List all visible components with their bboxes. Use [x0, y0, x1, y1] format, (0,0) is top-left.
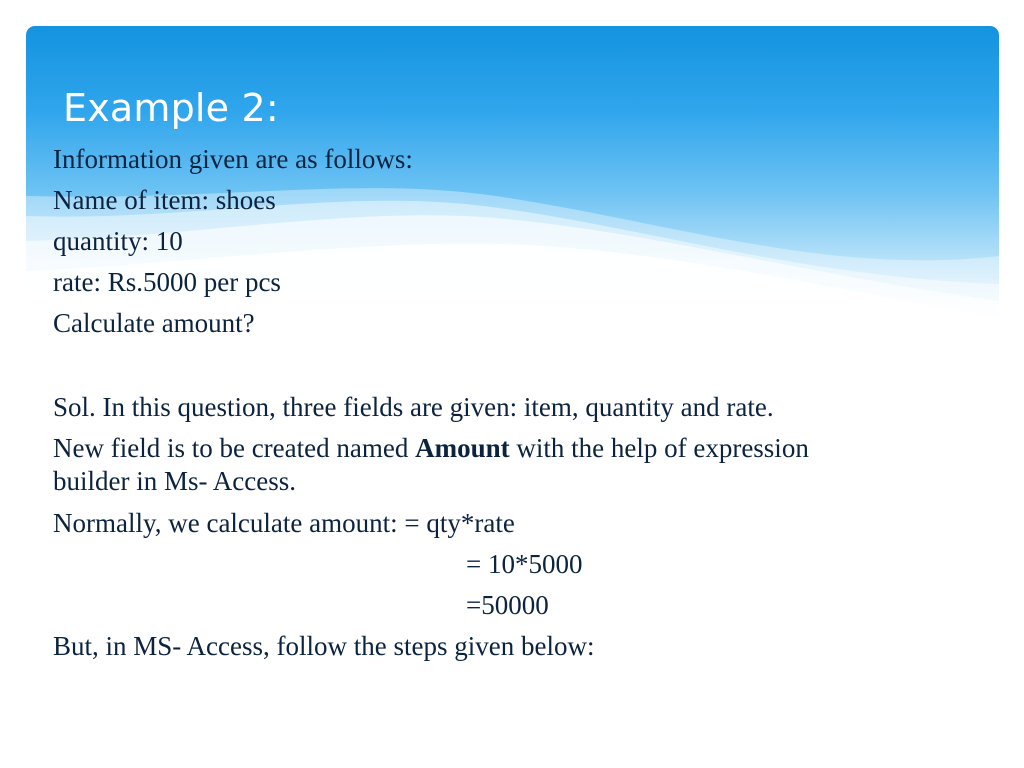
- amount-field-name: Amount: [415, 433, 510, 463]
- solution-line-6: =50000: [466, 590, 549, 620]
- slide-title: Example 2:: [63, 86, 279, 130]
- solution-line-7: But, in MS- Access, follow the steps given below:: [53, 631, 595, 661]
- intro-line-2: Name of item: shoes: [53, 185, 276, 215]
- solution-line-2-end: with the help of expression: [509, 433, 809, 463]
- intro-line-5: Calculate amount?: [53, 308, 255, 338]
- solution-line-2: [53, 431, 809, 465]
- solution-line-2-start: New field is to be created named: [53, 433, 416, 463]
- intro-line-1: Information given are as follows:: [53, 144, 413, 174]
- solution-line-5: = 10*5000: [466, 549, 583, 579]
- solution-line-4: Normally, we calculate amount: = qty*rate: [53, 508, 515, 538]
- intro-line-4: rate: Rs.5000 per pcs: [53, 267, 281, 297]
- intro-line-3: quantity: 10: [53, 226, 183, 256]
- solution-line-1: Sol. In this question, three fields are given: item, quantity and rate.: [53, 392, 774, 422]
- solution-line-3: builder in Ms- Access.: [53, 466, 296, 496]
